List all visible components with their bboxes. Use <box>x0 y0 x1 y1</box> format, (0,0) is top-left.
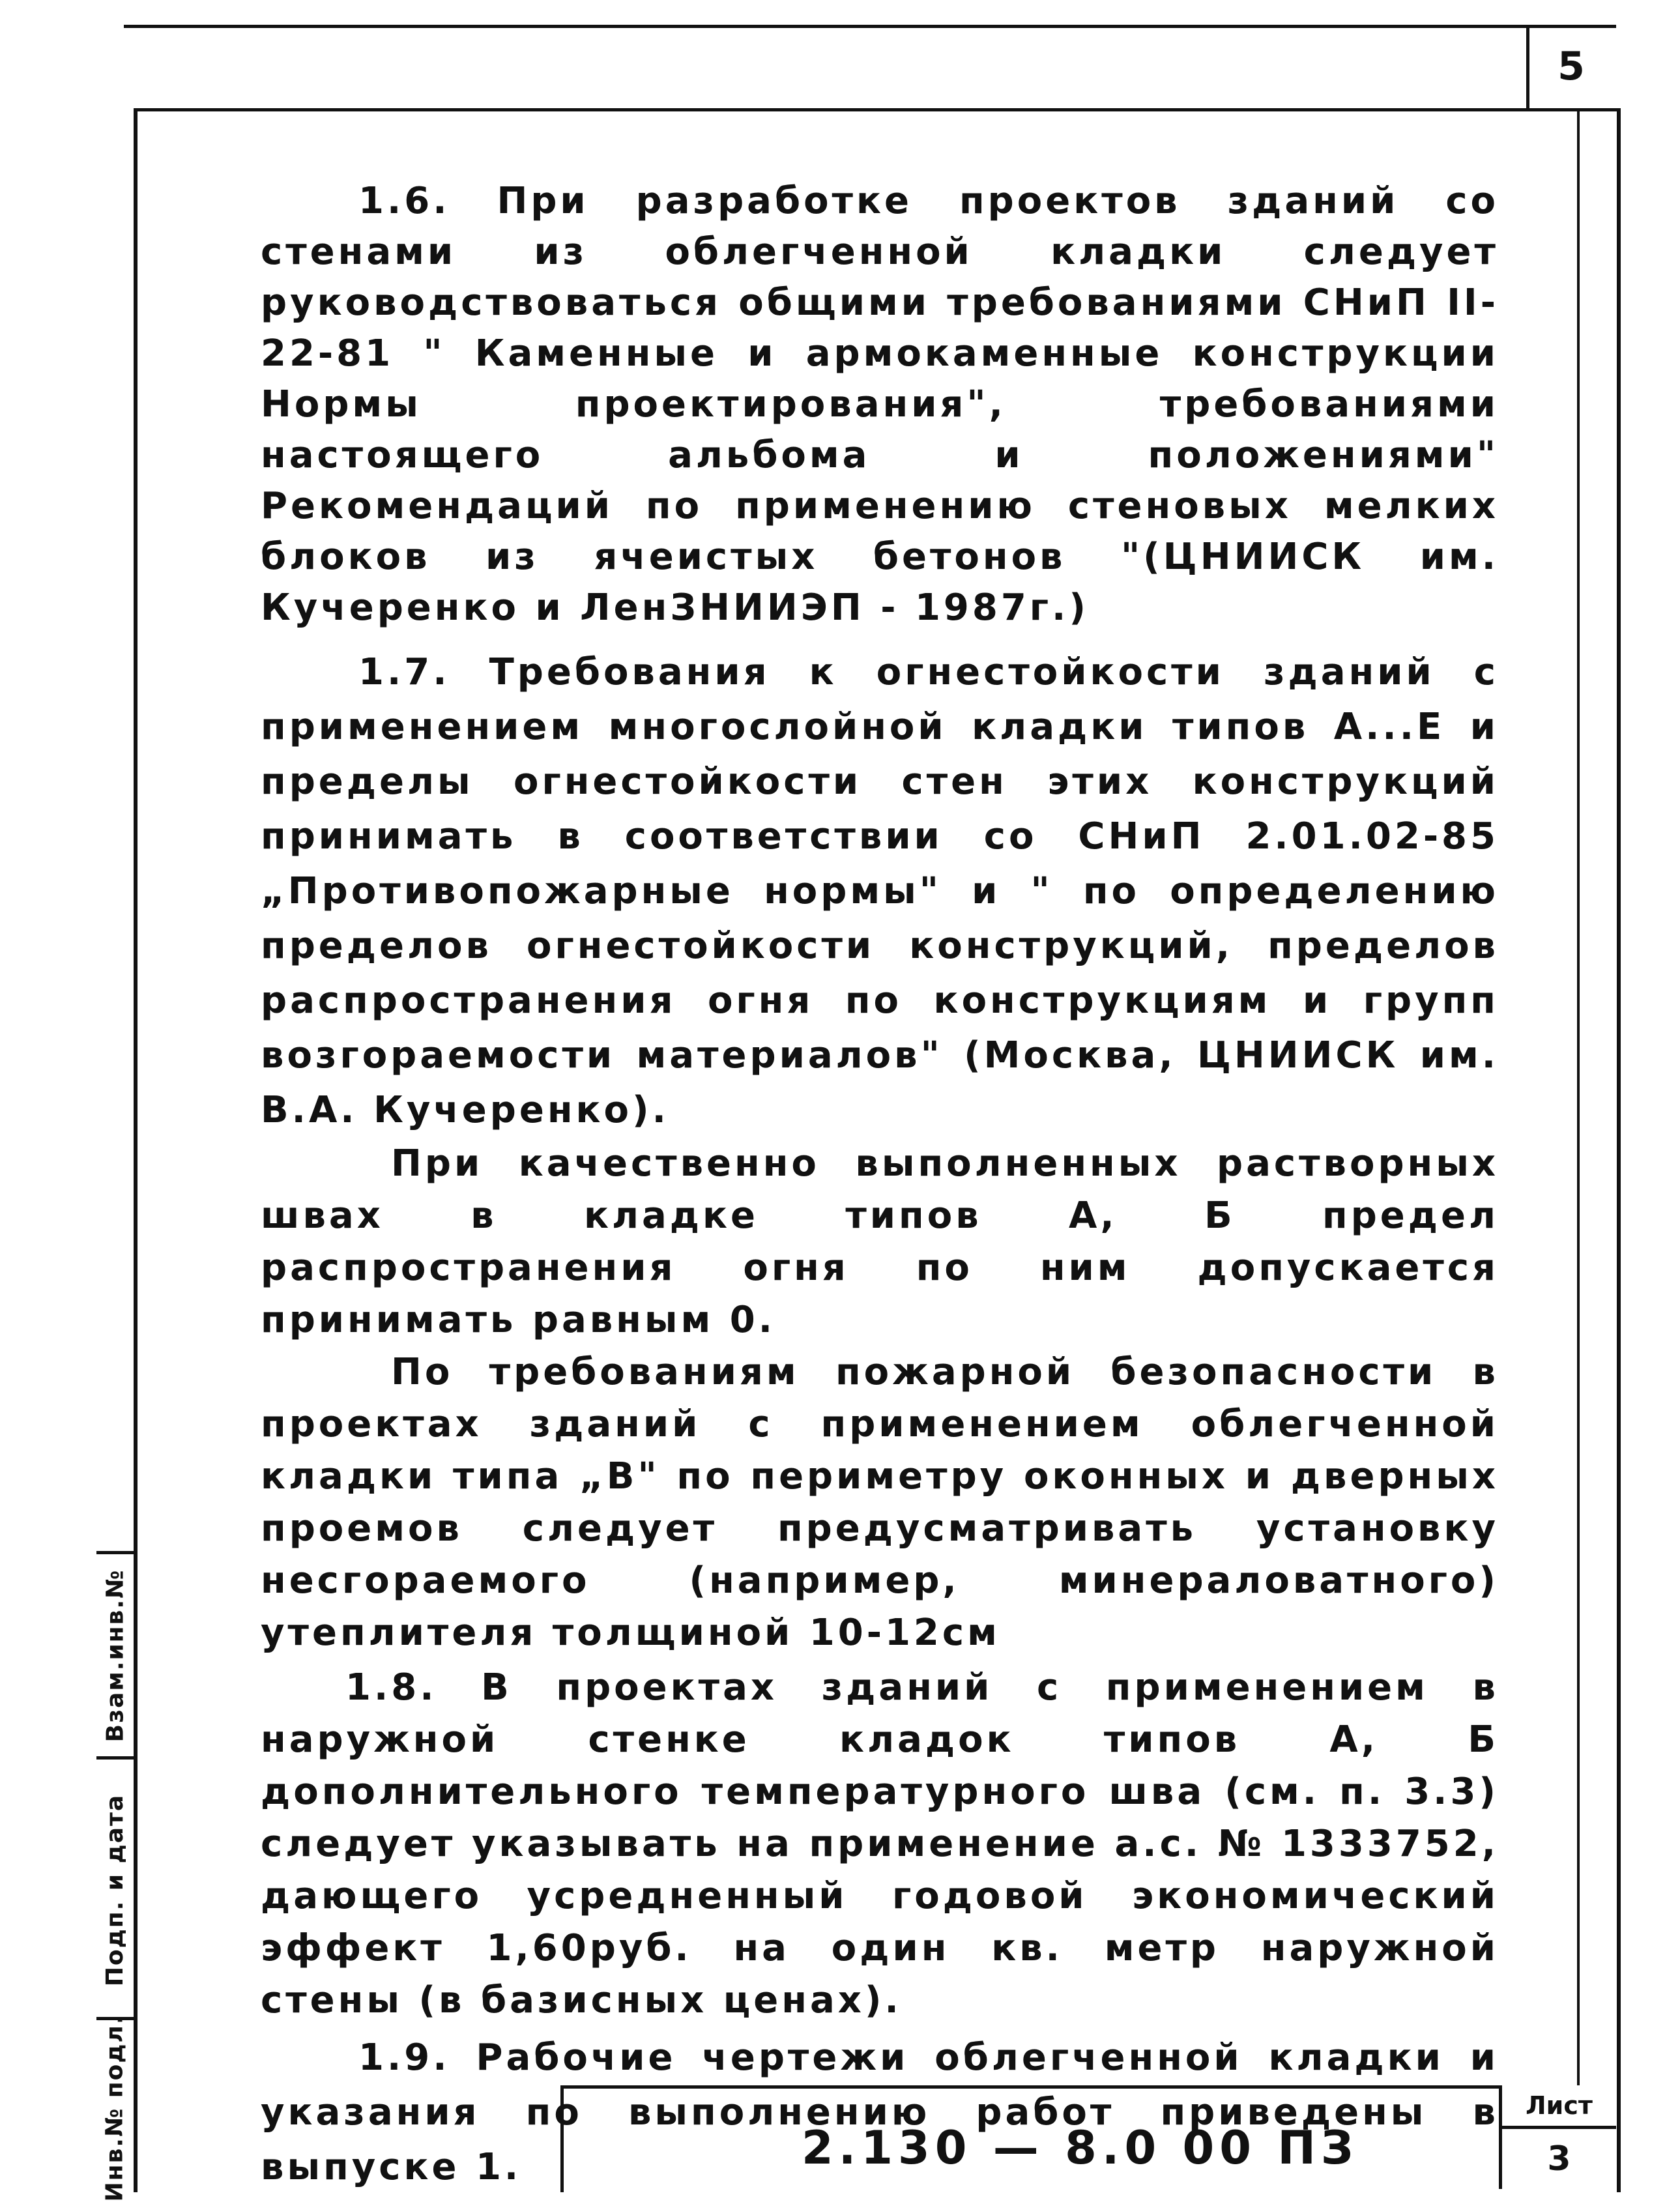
paragraph-1-9: 1.9. Рабочие чертежи облегченной кладки и указания по выполнению работ приведены в выпуске 1. <box>261 2036 1499 2188</box>
side-cell-inv-orig <box>96 2014 134 2202</box>
side-stamp <box>96 1551 137 2202</box>
side-label-inv-orig: Инв.№ подл. <box>102 2014 128 2202</box>
paragraph-fire-safety: По требованиям пожарной безопасности в проектах зданий с применением облегченной кладки типа „В" по периметру оконных и дверных проемов следует предусматривать установку несгораемого (например, минераловатного) утеплителя толщиной 10-12см <box>261 1351 1499 1654</box>
paragraph-fire-spread: При качественно выполненных растворных швах в кладке типов А, Б предел распространения огня по ним допускается принимать равным 0. <box>261 1142 1499 1341</box>
page-number: 5 <box>1526 25 1613 111</box>
side-cell-vzam-inv <box>96 1554 134 1756</box>
inner-right-border <box>1577 108 1580 2085</box>
paragraph-1-8: 1.8. В проектах зданий с применением в наружной стенке кладок типов А, Б дополнительного температурного шва (см. п. 3.3) следует указывать на применение а.с. № 1333752, дающего усредненный годовой экономический эффект 1,60руб. на один кв. метр наружной стены (в базисных ценах). <box>261 1666 1499 2021</box>
top-rule <box>124 25 1616 28</box>
document-body <box>261 176 1499 2195</box>
sheet-number: 3 <box>1547 2139 1571 2179</box>
side-cell-sign-date <box>96 1756 134 2020</box>
paragraph-1-7: 1.7. Требования к огнестойкости зданий с применением многослойной кладки типов А...Е и пределы огнестойкости стен этих конструкций принимать в соответствии со СНиП 2.01.02-85 „Противопожарные нормы" и " по определению пределов огнестойкости конструкций, пределов распространения огня по конструкциям и групп возгораемости материалов" (Москва, ЦНИИСК им. В.А. Кучеренко). <box>261 651 1499 1131</box>
side-label-sign-date: Подп. и дата <box>102 1793 128 1986</box>
side-label-vzam-inv: Взам.инв.№ <box>102 1569 128 1742</box>
sheet-label: Лист <box>1502 2085 1616 2129</box>
paragraph-1-6: 1.6. При разработке проектов зданий со стенами из облегченной кладки следует руководствоваться общими требованиями СНиП II-22-81 " Каменные и армокаменные конструкции Нормы проектирования", требованиями настоящего альбома и положениями" Рекомендаций по применению стеновых мелких блоков из ячеистых бетонов "(ЦНИИСК им. Кучеренко и ЛенЗНИИЭП - 1987г.) <box>261 180 1499 629</box>
sheet-box <box>1499 2085 1616 2189</box>
document-code: 2.130 — 8.0 00 ПЗ <box>802 2121 1359 2175</box>
